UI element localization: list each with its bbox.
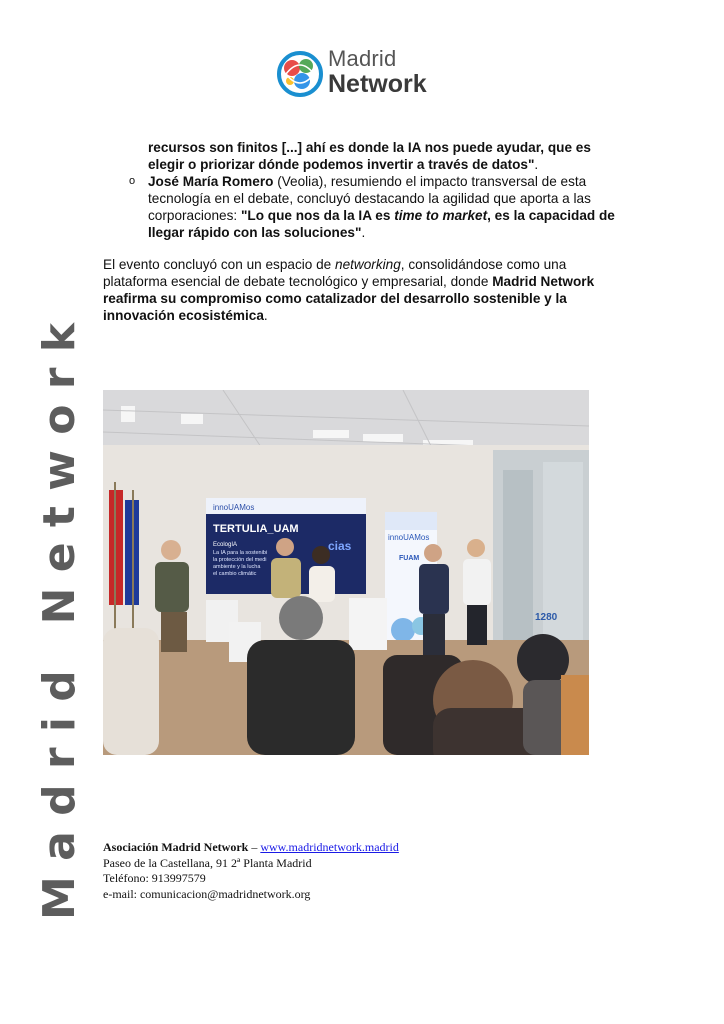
logo-text-network: Network [328, 70, 427, 98]
para-text-1: El evento concluyó con un espacio de [103, 257, 336, 272]
footer-phone: Teléfono: 913997579 [103, 871, 206, 885]
logo-text-madrid: Madrid [328, 46, 397, 71]
banner-fuam: FUAM [399, 555, 420, 562]
punctuation: . [361, 225, 366, 240]
footer-dash: – [248, 840, 261, 854]
screen-side-text: cias [328, 539, 352, 553]
speaker-name: José María Romero [148, 174, 274, 189]
screen-brand: innoUAMos [213, 503, 255, 512]
screen-text-4: el cambio climátic [213, 571, 257, 577]
bullet-text: (Veolia), resumiendo el impacto transversal de esta tecnología en el debate, concluyó destacando la agilidad que aporta a las corporaciones: [148, 174, 591, 223]
madrid-network-logo [276, 48, 446, 104]
footer-org-name: Asociación Madrid Network [103, 840, 249, 854]
bullet-marker-icon: o [129, 175, 136, 187]
quote-part-b: , es la capacidad de llegar rápido con las soluciones" [148, 208, 615, 240]
closing-paragraph [103, 256, 623, 324]
bullet-continuation [125, 139, 625, 173]
quote-bold: recursos son finitos [...] ahí es donde la IA nos puede ayudar, que es elegir o priorizar dónde podemos invertir a través de datos" [148, 140, 591, 172]
glass-badge: 1280 [535, 612, 558, 623]
para-bold: Madrid Network reafirma su compromiso como catalizador del desarrollo sostenible y la innovación ecosistémica [103, 274, 595, 323]
event-photo [103, 390, 589, 755]
footer-email: e-mail: comunicacion@madridnetwork.org [103, 886, 311, 901]
para-text-3: . [263, 308, 268, 323]
bullet-list [125, 139, 625, 241]
footer-org-line [103, 840, 399, 856]
para-text-2: , consolidándose como una plataforma esencial de debate tecnológico y empresarial, donde [103, 257, 567, 289]
footer-address: Paseo de la Castellana, 91 2ª Planta Madrid [103, 855, 312, 870]
banner-brand: innoUAMos [388, 533, 430, 542]
footer-website-link[interactable]: www.madridnetwork.madrid [260, 840, 399, 854]
event-photo-illustration [103, 390, 589, 755]
side-brand-text: Madrid Network [34, 307, 85, 920]
quote-part-a: "Lo que nos da la IA es [240, 208, 395, 223]
screen-sub: EcologIA [213, 542, 238, 548]
screen-text-2: la protección del medi [213, 557, 267, 563]
bullet-item-romero [125, 173, 625, 241]
para-italic: networking [335, 257, 401, 272]
quote-italic: time to market [394, 208, 488, 223]
screen-title: TERTULIA_UAM [213, 523, 299, 535]
footer-contact [103, 840, 399, 902]
network-logo-icon [276, 50, 324, 98]
screen-text-1: La IA para la sostenibi [213, 550, 268, 556]
screen-text-3: ambiente y la lucha [213, 564, 261, 570]
punctuation: . [534, 157, 539, 172]
